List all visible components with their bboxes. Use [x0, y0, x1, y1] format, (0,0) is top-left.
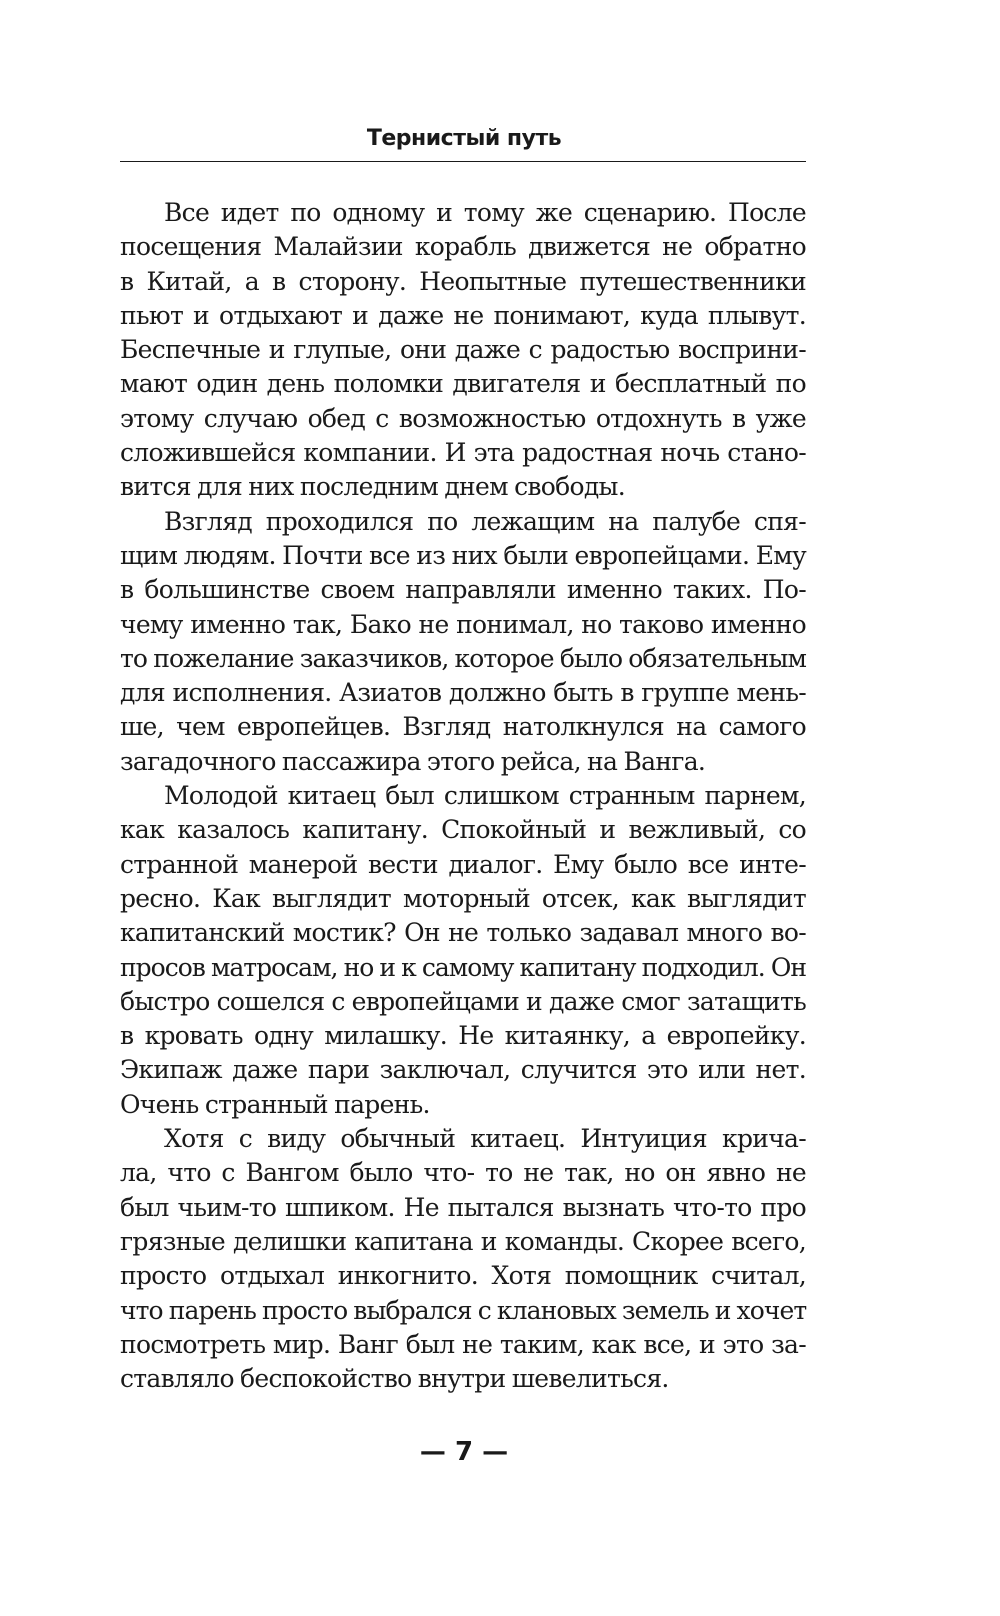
text-line: в кровать одну милашку. Не китаянку, а европейку. [120, 1021, 806, 1051]
text-line: капитанский мостик? Он не только задавал много во- [120, 918, 806, 948]
text-line: что парень просто выбрался с клановых земель и хочет [120, 1295, 807, 1325]
text-line: просов матросам, но и к самому капитану подходил. Он [120, 952, 806, 982]
paragraph [120, 505, 806, 779]
text-line: ла, что с Вангом было что- то не так, но он явно не [120, 1158, 806, 1188]
text-line: ставляло беспокойство внутри шевелиться. [120, 1364, 669, 1394]
text-line: сложившейся компании. И эта радостная ночь стано- [120, 438, 806, 468]
body-text [120, 196, 806, 1396]
text-line: пьют и отдыхают и даже не понимают, куда плывут. [120, 300, 806, 330]
text-line: то пожелание заказчиков, которое было обязательным [120, 643, 806, 673]
text-line: Хотя с виду обычный китаец. Интуиция крича- [164, 1124, 806, 1154]
text-line: загадочного пассажира этого рейса, на Ванга. [120, 746, 706, 776]
text-line: Очень странный парень. [120, 1089, 430, 1119]
text-line: Беспечные и глупые, они даже с радостью восприни- [120, 335, 806, 365]
text-line: мают один день поломки двигателя и бесплатный по [120, 369, 806, 399]
text-line: посмотреть мир. Ванг был не таким, как все, и это за- [120, 1329, 806, 1359]
paragraph [120, 1122, 806, 1396]
text-line: просто отдыхал инкогнито. Хотя помощник считал, [120, 1261, 806, 1291]
paragraph [120, 779, 806, 1122]
text-line: чему именно так, Бако не понимал, но таково именно [120, 609, 806, 639]
text-line: ресно. Как выглядит моторный отсек, как выглядит [120, 883, 806, 913]
running-head-title: Тернистый путь [366, 126, 562, 151]
text-line: щим людям. Почти все из них были европейцами. Ему [120, 540, 806, 570]
text-line: был чьим-то шпиком. Не пытался вызнать что-то про [120, 1192, 806, 1222]
text-line: странной манерой вести диалог. Ему было все инте- [120, 849, 806, 879]
text-line: ше, чем европейцев. Взгляд натолкнулся на самого [120, 712, 806, 742]
text-line: Экипаж даже пари заключал, случится это или нет. [120, 1055, 806, 1085]
text-line: Молодой китаец был слишком странным парнем, [164, 781, 806, 811]
text-line: этому случаю обед с возможностью отдохнуть в уже [120, 403, 806, 433]
header-rule [120, 161, 806, 162]
text-line: Взгляд проходился по лежащим на палубе спя- [164, 506, 806, 536]
text-line: в большинстве своем направляли именно таких. По- [120, 575, 806, 605]
page-number: — 7 — [419, 1437, 509, 1467]
text-line: для исполнения. Азиатов должно быть в группе мень- [120, 678, 806, 708]
text-line: вится для них последним днем свободы. [120, 472, 625, 502]
text-line: грязные делишки капитана и команды. Скорее всего, [120, 1226, 806, 1256]
paragraph [120, 196, 806, 505]
text-line: в Китай, а в сторону. Неопытные путешественники [120, 266, 806, 296]
text-line: быстро сошелся с европейцами и даже смог затащить [120, 986, 806, 1016]
text-line: Все идет по одному и тому же сценарию. После [164, 198, 806, 227]
text-line: посещения Малайзии корабль движется не обратно [120, 232, 806, 262]
text-line: как казалось капитану. Спокойный и вежливый, со [120, 815, 806, 845]
